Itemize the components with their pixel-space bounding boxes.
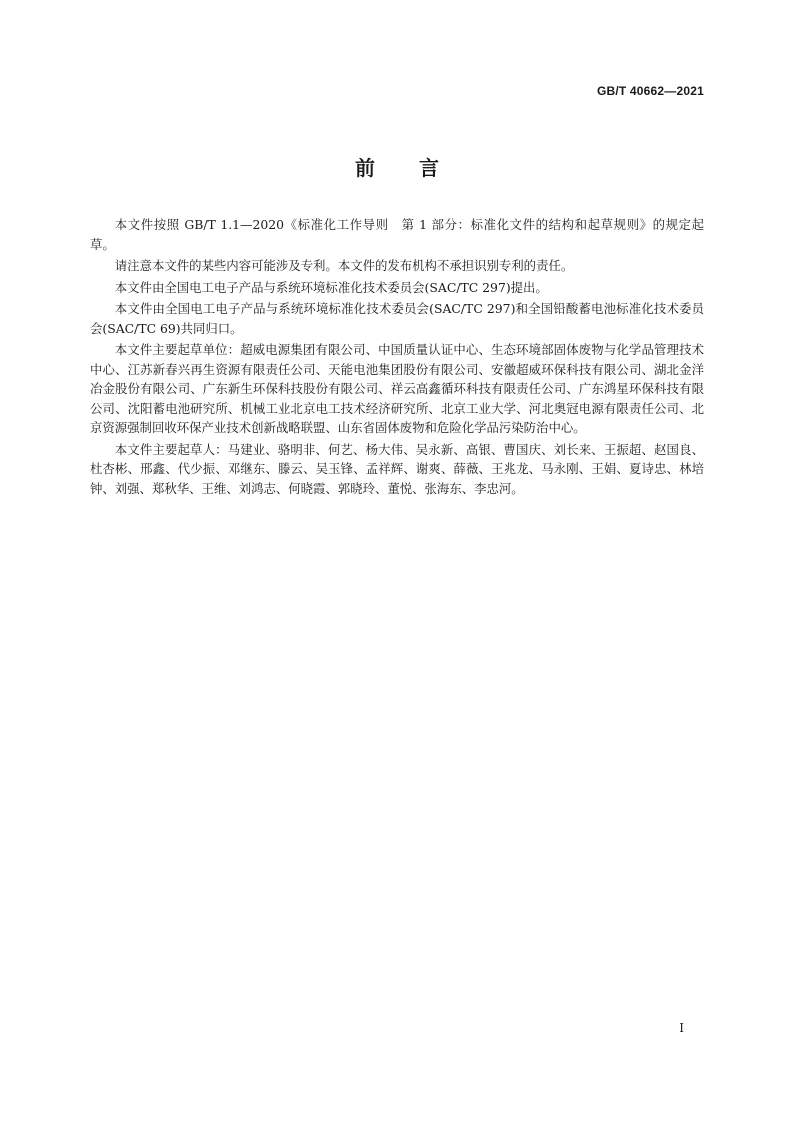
paragraph-drafting-rules: 本文件按照 GB/T 1.1—2020《标准化工作导则 第 1 部分：标准化文件的结构和起草规则》的规定起草。 <box>90 217 704 252</box>
paragraph-drafting-organizations: 本文件主要起草单位：超威电源集团有限公司、中国质量认证中心、生态环境部固体废物与化学品管理技术中心、江苏新春兴再生资源有限责任公司、天能电池集团股份有限公司、安徽超威环保科技有限公司、湖北金洋冶金股份有限公司、广东新生环保科技股份有限公司、祥云高鑫循环科技有限责任公司、广东鸿星环保科技有限公司、沈阳蓄电池研究所、机械工业北京电工技术经济研究所、北京工业大学、河北奥冠电源有限责任公司、北京资源强制回收环保产业技术创新战略联盟、山东省固体废物和危险化学品污染防治中心。 <box>90 342 704 435</box>
page-number: I <box>679 1021 684 1035</box>
page-title: 前言 <box>355 156 483 180</box>
standard-number: GB/T 40662—2021 <box>596 84 704 98</box>
paragraph-patent-notice: 请注意本文件的某些内容可能涉及专利。本文件的发布机构不承担识别专利的责任。 <box>114 258 574 273</box>
paragraph-administering-bodies: 本文件由全国电工电子产品与系统环境标准化技术委员会(SAC/TC 297)和全国铅酸蓄电池标准化技术委员会(SAC/TC 69)共同归口。 <box>90 301 704 336</box>
paragraph-drafters: 本文件主要起草人：马建业、骆明非、何艺、杨大伟、吴永新、高银、曹国庆、刘长来、王振超、赵国良、杜杏彬、邢鑫、代少振、邓继东、滕云、吴玉锋、孟祥辉、谢爽、薛薇、王兆龙、马永刚、王娟、夏诗忠、林培钟、刘强、郑秋华、王维、刘鸿志、何晓霞、郭晓玲、董悦、张海东、李忠河。 <box>90 441 704 496</box>
foreword-body <box>90 215 704 500</box>
paragraph-proposer: 本文件由全国电工电子产品与系统环境标准化技术委员会(SAC/TC 297)提出。 <box>114 279 548 295</box>
